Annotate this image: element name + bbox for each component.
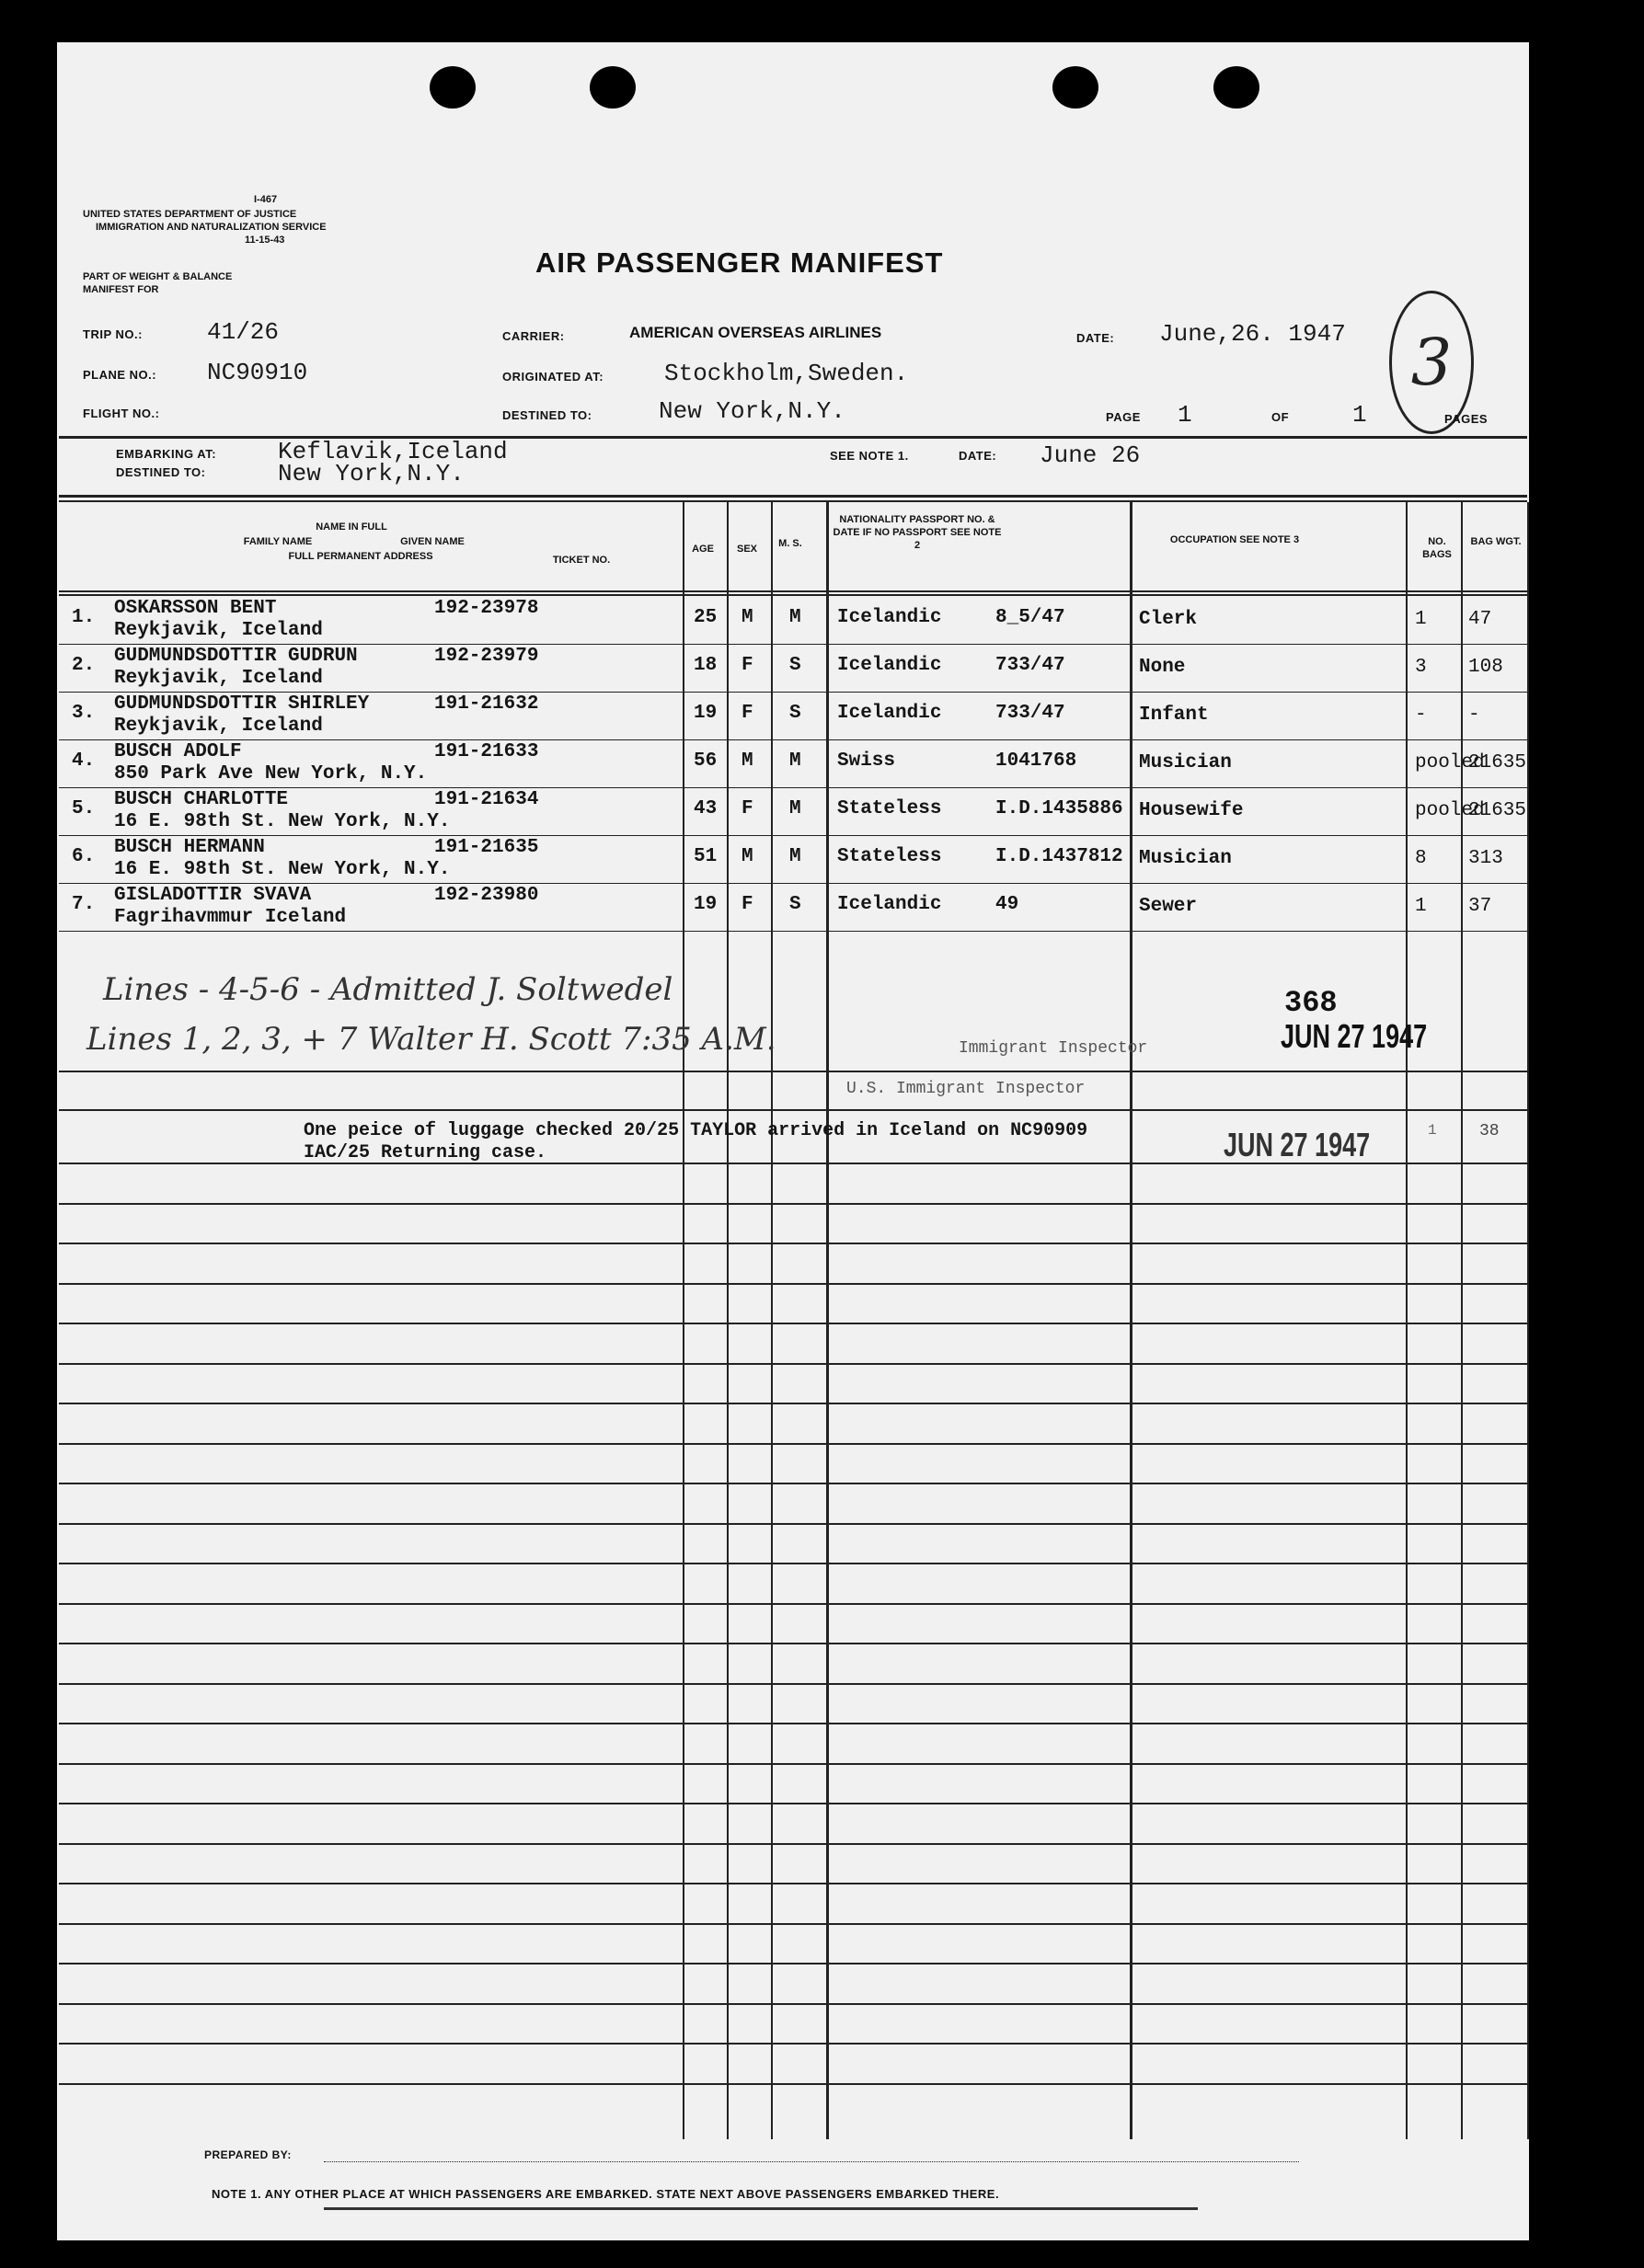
handwritten-admission-2: Lines 1, 2, 3, + 7 Walter H. Scott 7:35 A.M. [86, 1021, 776, 1058]
row-divider [59, 835, 1527, 836]
occupation: Musician [1139, 752, 1232, 773]
passenger-name: BUSCH HERMANN [114, 837, 265, 858]
pages-label: PAGES [1444, 412, 1489, 426]
bag-weight: 37 [1468, 896, 1492, 917]
marital-status: M [789, 846, 801, 867]
see-note-label: SEE NOTE 1. [830, 449, 909, 463]
row-divider [59, 739, 1527, 740]
page-title: AIR PASSENGER MANIFEST [535, 246, 944, 279]
occupation: Infant [1139, 704, 1209, 726]
ruled-line [59, 1109, 1527, 1111]
nationality: Icelandic [837, 607, 942, 628]
page-value: 1 [1178, 401, 1192, 429]
grid-line [1130, 502, 1132, 2139]
ruled-line [59, 1283, 1527, 1285]
ruled-line [59, 1763, 1527, 1765]
passenger-address: Reykjavik, Iceland [114, 620, 323, 641]
ticket-number: 192-23978 [434, 598, 539, 619]
trip-number: 41/26 [207, 318, 280, 346]
passenger-name: GISLADOTTIR SVAVA [114, 885, 312, 906]
col-address: FULL PERMANENT ADDRESS [288, 551, 433, 562]
bag-count: 8 [1415, 848, 1427, 869]
embark-date-label: DATE: [959, 449, 997, 463]
luggage-note: One peice of luggage checked 20/25 TAYLOR arrived in Iceland on NC90909 [304, 1120, 1088, 1141]
row-number: 7. [72, 894, 96, 915]
occupation: Sewer [1139, 896, 1198, 917]
bag-weight: 313 [1468, 848, 1503, 869]
ruled-line [59, 1723, 1527, 1724]
marital-status: M [789, 798, 801, 819]
bag-count: pooled [1415, 752, 1485, 773]
inspector-label-1: Immigrant Inspector [959, 1039, 1148, 1058]
bag-count: 3 [1415, 657, 1427, 678]
passenger-sex: F [742, 894, 753, 915]
handwritten-admission-1: Lines - 4-5-6 - Admitted J. Soltwedel [103, 971, 673, 1008]
destined-label: DESTINED TO: [502, 408, 592, 422]
passenger-name: BUSCH ADOLF [114, 741, 242, 762]
embark-date-value: June 26 [1040, 441, 1141, 469]
luggage-weight: 38 [1479, 1122, 1500, 1140]
ruled-line [59, 1963, 1527, 1964]
trip-label: TRIP NO.: [83, 327, 143, 341]
nationality: Icelandic [837, 894, 942, 915]
grid-line [1406, 502, 1408, 2139]
bag-count: - [1415, 704, 1427, 726]
nationality: Icelandic [837, 655, 942, 676]
bag-weight: - [1468, 704, 1480, 726]
form-date-code: 11-15-43 [245, 235, 285, 246]
date-value: June,26. 1947 [1159, 320, 1346, 348]
ruled-line [59, 2083, 1527, 2085]
col-marital-status: M. S. [778, 538, 802, 549]
ruled-line [59, 1683, 1527, 1685]
grid-line [1461, 502, 1463, 2139]
bag-weight: 47 [1468, 609, 1492, 630]
passenger-sex: F [742, 655, 753, 676]
passenger-age: 18 [694, 655, 718, 676]
marital-status: S [789, 655, 801, 676]
destined-value: New York,N.Y. [659, 397, 845, 425]
stamp-date: JUN 27 1947 [1281, 1017, 1428, 1055]
marital-status: M [789, 750, 801, 772]
passenger-sex: M [742, 846, 753, 867]
passenger-age: 19 [694, 703, 718, 724]
ticket-number: 192-23980 [434, 885, 539, 906]
passport-number: I.D.1435886 [995, 798, 1123, 819]
passenger-address: Fagrihavmmur Iceland [114, 907, 347, 928]
ruled-line [59, 1323, 1527, 1324]
divider [59, 594, 1527, 596]
col-occupation: OCCUPATION SEE NOTE 3 [1169, 534, 1300, 545]
stamp-date-2: JUN 27 1947 [1224, 1126, 1371, 1163]
nationality: Stateless [837, 846, 942, 867]
grid-line [1527, 502, 1529, 2139]
occupation: Clerk [1139, 609, 1198, 630]
ruled-line [59, 1843, 1527, 1845]
ruled-line [59, 1243, 1527, 1244]
passenger-age: 25 [694, 607, 718, 628]
grid-line [826, 502, 829, 2139]
passenger-age: 43 [694, 798, 718, 819]
prepared-by-line [324, 2161, 1299, 2163]
flight-label: FLIGHT NO.: [83, 407, 160, 420]
bag-weight: 21635 [1468, 752, 1527, 773]
row-divider [59, 931, 1527, 932]
row-number: 4. [72, 750, 96, 772]
punch-hole [590, 66, 636, 109]
circled-number-text: 3 [1410, 325, 1453, 400]
ticket-number: 191-21634 [434, 789, 539, 810]
service-line: IMMIGRATION AND NATURALIZATION SERVICE [96, 222, 327, 233]
of-label: OF [1271, 410, 1290, 424]
prepared-by-label: PREPARED BY: [204, 2148, 292, 2161]
passport-number: 8_5/47 [995, 607, 1065, 628]
carrier-name: AMERICAN OVERSEAS AIRLINES [629, 324, 882, 341]
footnote-2-redacted [324, 2207, 1198, 2210]
passenger-name: GUDMUNDSDOTTIR SHIRLEY [114, 693, 370, 715]
originated-label: ORIGINATED AT: [502, 370, 604, 384]
bag-weight: 108 [1468, 657, 1503, 678]
ruled-line [59, 1483, 1527, 1484]
plane-label: PLANE NO.: [83, 368, 157, 382]
passenger-address: 850 Park Ave New York, N.Y. [114, 763, 428, 785]
col-bags: NO. BAGS [1422, 536, 1452, 560]
marital-status: S [789, 703, 801, 724]
passenger-address: 16 E. 98th St. New York, N.Y. [114, 811, 451, 832]
passenger-address: Reykjavik, Iceland [114, 668, 323, 689]
manifest-for-line: MANIFEST FOR [83, 284, 159, 295]
marital-status: M [789, 607, 801, 628]
bag-count: 1 [1415, 609, 1427, 630]
page-label: PAGE [1106, 410, 1141, 424]
divider [59, 495, 1527, 498]
ticket-number: 191-21635 [434, 837, 539, 858]
passenger-sex: M [742, 750, 753, 772]
row-divider [59, 692, 1527, 693]
date-label: DATE: [1076, 331, 1115, 345]
row-divider [59, 644, 1527, 645]
col-nationality: NATIONALITY PASSPORT NO. & DATE IF NO PASSPORT SEE NOTE 2 [833, 514, 1002, 551]
row-divider [59, 883, 1527, 884]
ruled-line [59, 1403, 1527, 1404]
col-ticket: TICKET NO. [552, 555, 611, 566]
row-number: 3. [72, 703, 96, 724]
ruled-line [59, 1923, 1527, 1925]
ruled-line [59, 1203, 1527, 1205]
nationality: Stateless [837, 798, 942, 819]
ruled-line [59, 2003, 1527, 2005]
ruled-line [59, 2043, 1527, 2045]
ruled-line [59, 1603, 1527, 1605]
occupation: None [1139, 657, 1186, 678]
ruled-line [59, 1523, 1527, 1525]
luggage-bags: 1 [1428, 1122, 1437, 1139]
col-given-name: GIVEN NAME [400, 536, 465, 547]
grid-line [727, 502, 729, 2139]
grid-line [771, 502, 773, 2139]
luggage-note-2: IAC/25 Returning case. [304, 1142, 547, 1163]
ticket-number: 192-23979 [434, 646, 539, 667]
row-divider [59, 787, 1527, 788]
inspector-label-2: U.S. Immigrant Inspector [846, 1080, 1086, 1098]
occupation: Housewife [1139, 800, 1244, 821]
ruled-line [59, 1883, 1527, 1884]
stamp-number: 368 [1284, 986, 1338, 1020]
embark-destined-value: New York,N.Y. [278, 460, 465, 487]
of-value: 1 [1352, 401, 1367, 429]
ruled-line [59, 1071, 1527, 1072]
passport-number: 1041768 [995, 750, 1077, 772]
col-age: AGE [692, 544, 714, 555]
carrier-label: CARRIER: [502, 329, 565, 343]
punch-hole [430, 66, 476, 109]
passenger-sex: M [742, 607, 753, 628]
ruled-line [59, 1803, 1527, 1804]
passport-number: 733/47 [995, 703, 1065, 724]
row-number: 5. [72, 798, 96, 819]
occupation: Musician [1139, 848, 1232, 869]
row-number: 6. [72, 846, 96, 867]
divider [59, 500, 1527, 502]
embarking-label: EMBARKING AT: [116, 447, 217, 461]
ruled-line [59, 1643, 1527, 1644]
passport-number: 49 [995, 894, 1019, 915]
plane-number: NC90910 [207, 359, 308, 386]
passport-number: I.D.1437812 [995, 846, 1123, 867]
ticket-number: 191-21633 [434, 741, 539, 762]
passenger-age: 19 [694, 894, 718, 915]
grid-line [683, 502, 684, 2139]
passenger-address: Reykjavik, Iceland [114, 716, 323, 737]
manifest-sheet [57, 42, 1529, 2240]
originated-value: Stockholm,Sweden. [664, 360, 909, 387]
col-family-name: FAMILY NAME [243, 536, 313, 547]
ticket-number: 191-21632 [434, 693, 539, 715]
ruled-line [59, 1563, 1527, 1564]
nationality: Swiss [837, 750, 896, 772]
embarking-value: Keflavik,Iceland [278, 438, 508, 465]
punch-hole [1052, 66, 1098, 109]
col-name-in-full: NAME IN FULL [316, 521, 387, 533]
passenger-name: BUSCH CHARLOTTE [114, 789, 289, 810]
passenger-sex: F [742, 703, 753, 724]
col-bag-weight: BAG WGT. [1470, 536, 1522, 547]
ruled-line [59, 1363, 1527, 1365]
passenger-address: 16 E. 98th St. New York, N.Y. [114, 859, 451, 880]
divider [59, 590, 1527, 592]
row-number: 1. [72, 607, 96, 628]
form-code: I-467 [254, 194, 278, 205]
passenger-sex: F [742, 798, 753, 819]
nationality: Icelandic [837, 703, 942, 724]
department-line: UNITED STATES DEPARTMENT OF JUSTICE [83, 209, 297, 220]
col-sex: SEX [736, 544, 757, 555]
passenger-age: 51 [694, 846, 718, 867]
passport-number: 733/47 [995, 655, 1065, 676]
punch-hole [1213, 66, 1259, 109]
passenger-name: OSKARSSON BENT [114, 598, 277, 619]
footnote-1: NOTE 1. ANY OTHER PLACE AT WHICH PASSENGERS ARE EMBARKED. STATE NEXT ABOVE PASSENGERS EMBARKED THERE. [212, 2187, 1000, 2201]
part-of-line: PART OF WEIGHT & BALANCE [83, 271, 233, 282]
ruled-line [59, 1443, 1527, 1445]
passenger-name: GUDMUNDSDOTTIR GUDRUN [114, 646, 358, 667]
passenger-age: 56 [694, 750, 718, 772]
embark-destined-label: DESTINED TO: [116, 465, 206, 479]
marital-status: S [789, 894, 801, 915]
bag-count: pooled [1415, 800, 1485, 821]
bag-count: 1 [1415, 896, 1427, 917]
row-number: 2. [72, 655, 96, 676]
bag-weight: 21635 [1468, 800, 1527, 821]
